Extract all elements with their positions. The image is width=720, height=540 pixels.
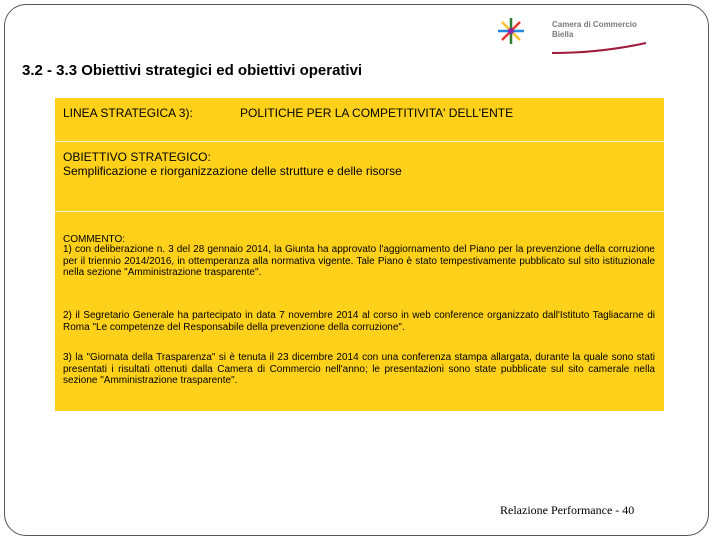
obiettivo-strategico-value: Semplificazione e riorganizzazione delle strutture e delle risorse (63, 164, 402, 178)
footer-page-label: Relazione Performance - 40 (500, 503, 635, 517)
logo-line-2: Biella (552, 30, 574, 39)
logo-swoosh-icon (550, 41, 650, 55)
obiettivo-strategico-row (55, 142, 664, 212)
linea-strategica-row (55, 98, 664, 142)
page-title: 3.2 - 3.3 Obiettivi strategici ed obiettivi operativi (22, 62, 363, 79)
logo-line-1: Camera di Commercio (552, 20, 637, 29)
commento-paragraph-2: 2) il Segretario Generale ha partecipato in data 7 novembre 2014 al corso in web conference organizzato dall'Istituto Tagliacarne di Roma "Le competenze del Responsabile della prevenzione della corruzione". (63, 310, 655, 333)
commento-paragraph-3: 3) la "Giornata della Trasparenza" si è tenuta il 23 dicembre 2014 con una conferenza stampa allargata, durante la quale sono stati presentati i risultati ottenuti dalla Camera di Commercio nell'anno; le presentazioni sono state pubblicate sul sito camerale nella sezione "Amministrazione trasparente". (63, 352, 655, 386)
objectives-table (55, 98, 664, 411)
logo (494, 14, 654, 56)
commento-label: COMMENTO: (63, 234, 126, 245)
obiettivo-strategico-block (63, 150, 402, 178)
linea-strategica-value: POLITICHE PER LA COMPETITIVITA' DELL'ENTE (240, 106, 514, 120)
obiettivo-strategico-label: OBIETTIVO STRATEGICO: (63, 150, 211, 164)
commento-paragraph-1: 1) con deliberazione n. 3 del 28 gennaio 2014, la Giunta ha approvato l'aggiornamento del Piano per la prevenzione della corruzione per il triennio 2014/2016, in ottemperanza alla normativa vigente. Tale Piano è stato tempestivamente pubblicato sul sito istituzionale nella sezione "Amministrazione trasparente". (63, 244, 655, 278)
linea-strategica-label: LINEA STRATEGICA 3): (63, 106, 193, 120)
logo-mark-icon (494, 14, 528, 48)
logo-text (552, 20, 637, 40)
